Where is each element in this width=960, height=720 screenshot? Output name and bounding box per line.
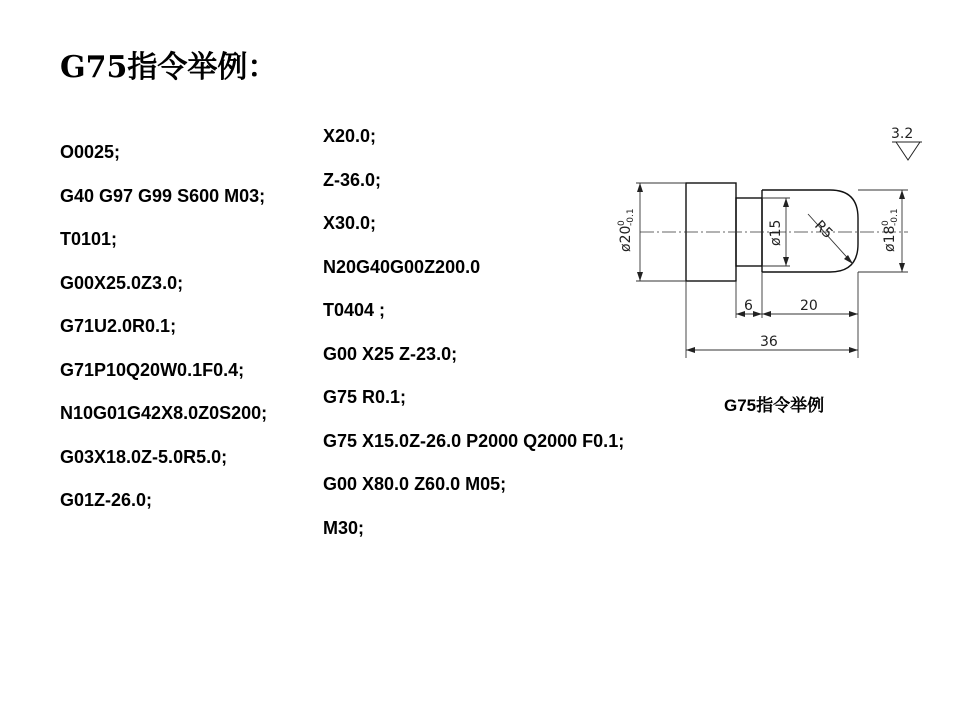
part-drawing-svg [608, 118, 940, 364]
code-line: O0025; [60, 142, 121, 162]
figure-caption: G75指令举例 [724, 396, 825, 415]
dim-tol-d18-lower: -0.1 [890, 208, 900, 226]
code-line: G00 X80.0 Z60.0 M05; [323, 474, 507, 494]
roughness-symbol [891, 126, 922, 160]
dim-label-6: 6 [744, 298, 753, 314]
dim-label-d15-group [768, 220, 784, 246]
code-line: T0101; [60, 229, 118, 249]
dim-label-d18: ø18 [882, 225, 898, 252]
code-line: G75 X15.0Z-26.0 P2000 Q2000 F0.1; [323, 430, 625, 451]
part-drawing [608, 118, 940, 364]
leader-r5 [808, 214, 853, 264]
arrow [637, 183, 643, 192]
dim-label-20: 20 [800, 298, 818, 314]
arrow [849, 311, 858, 317]
code-line: M30; [323, 517, 365, 538]
code-line: G71U2.0R0.1; [60, 316, 177, 336]
arrowheads [637, 183, 905, 353]
code-line: G40 G97 G99 S600 M03; [60, 185, 266, 206]
dim-label-d20: ø20 [618, 225, 634, 252]
dim-tol-d20-upper: 0 [617, 220, 627, 226]
code-line: G03X18.0Z-5.0R5.0; [60, 446, 228, 467]
slide-title: G75指令举例： [60, 50, 278, 85]
code-line: G75 R0.1; [323, 387, 407, 407]
arrow [899, 190, 905, 199]
dimension-lines [636, 183, 908, 358]
arrow [686, 347, 695, 353]
code-line: G00 X25 Z-23.0; [323, 343, 458, 364]
roughness-triangle-icon [892, 142, 922, 160]
arrow [783, 257, 789, 266]
dim-label-d18-group [881, 208, 900, 252]
dim-tol-d18-upper: 0 [881, 220, 891, 226]
code-line: X30.0; [323, 213, 377, 233]
arrow [753, 311, 762, 317]
code-line: G00X25.0Z3.0; [60, 272, 184, 293]
code-line: T0404 ; [323, 300, 386, 320]
code-line: X20.0; [323, 126, 377, 146]
arrow [762, 311, 771, 317]
arrow [899, 263, 905, 272]
code-line: N10G01G42X8.0Z0S200; [60, 403, 268, 423]
code-line: N20G40G00Z200.0 [323, 256, 481, 277]
dim-label-r5: R5 [811, 217, 836, 243]
dim-label-d20-group [617, 208, 636, 252]
arrow [783, 198, 789, 207]
dim-label-36: 36 [760, 334, 778, 350]
code-line: G01Z-26.0; [60, 490, 153, 510]
code-line: Z-36.0; [323, 169, 382, 190]
roughness-value: 3.2 [891, 126, 914, 142]
code-line: G71P10Q20W0.1F0.4; [60, 359, 245, 380]
arrow [849, 347, 858, 353]
dim-tol-d20-lower: -0.1 [626, 208, 636, 226]
arrow [844, 255, 853, 264]
arrow [637, 272, 643, 281]
dim-label-d15: ø15 [768, 219, 784, 246]
